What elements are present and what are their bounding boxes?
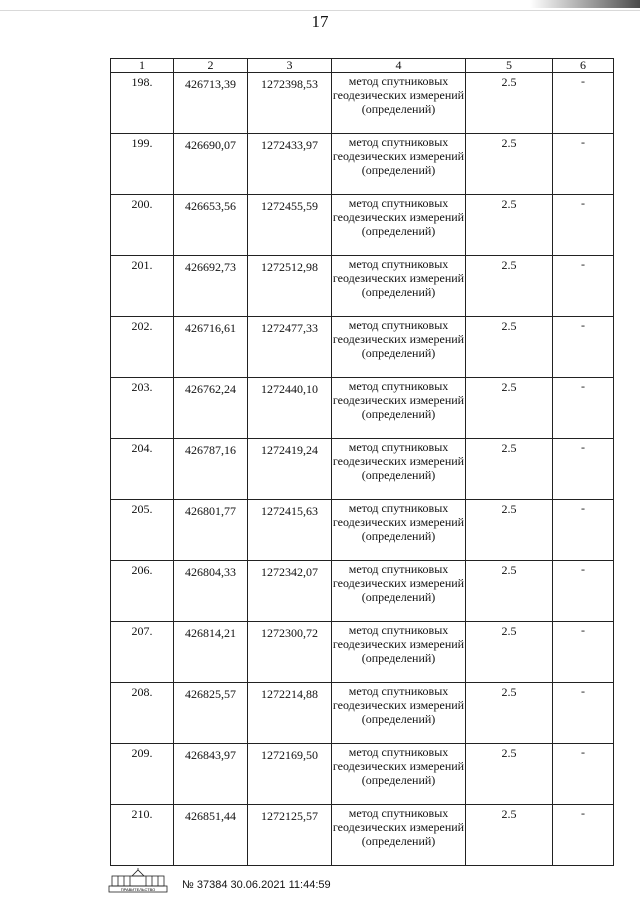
x-coordinate-cell: 426843,97 <box>174 744 248 805</box>
description-cell: - <box>553 500 614 561</box>
x-coordinate-cell: 426804,33 <box>174 561 248 622</box>
x-coordinate-cell: 426692,73 <box>174 256 248 317</box>
point-number-cell: 200. <box>111 195 174 256</box>
government-building-seal-icon <box>108 868 170 894</box>
scan-line <box>0 10 640 11</box>
method-cell: метод спутниковых геодезических измерений (определений) <box>332 744 466 805</box>
y-coordinate-cell: 1272512,98 <box>248 256 332 317</box>
scan-artifact <box>530 0 640 8</box>
table-row <box>111 134 614 195</box>
accuracy-cell: 2.5 <box>466 683 553 744</box>
table-row <box>111 622 614 683</box>
method-cell: метод спутниковых геодезических измерений (определений) <box>332 195 466 256</box>
y-coordinate-cell: 1272477,33 <box>248 317 332 378</box>
point-number-cell: 208. <box>111 683 174 744</box>
description-cell: - <box>553 134 614 195</box>
table-row <box>111 256 614 317</box>
method-cell: метод спутниковых геодезических измерений (определений) <box>332 500 466 561</box>
table-row <box>111 561 614 622</box>
description-cell: - <box>553 195 614 256</box>
table-row <box>111 317 614 378</box>
x-coordinate-cell: 426690,07 <box>174 134 248 195</box>
y-coordinate-cell: 1272415,63 <box>248 500 332 561</box>
table-row <box>111 378 614 439</box>
method-cell: метод спутниковых геодезических измерений (определений) <box>332 683 466 744</box>
point-number-cell: 202. <box>111 317 174 378</box>
point-number-cell: 199. <box>111 134 174 195</box>
x-coordinate-cell: 426814,21 <box>174 622 248 683</box>
description-cell: - <box>553 683 614 744</box>
description-cell: - <box>553 744 614 805</box>
footer <box>108 866 331 894</box>
table-row <box>111 195 614 256</box>
point-number-cell: 201. <box>111 256 174 317</box>
table-row <box>111 500 614 561</box>
point-number-cell: 204. <box>111 439 174 500</box>
x-coordinate-cell: 426787,16 <box>174 439 248 500</box>
x-coordinate-cell: 426851,44 <box>174 805 248 866</box>
x-coordinate-cell: 426762,24 <box>174 378 248 439</box>
y-coordinate-cell: 1272398,53 <box>248 73 332 134</box>
accuracy-cell: 2.5 <box>466 622 553 683</box>
point-number-cell: 206. <box>111 561 174 622</box>
y-coordinate-cell: 1272300,72 <box>248 622 332 683</box>
point-number-cell: 203. <box>111 378 174 439</box>
accuracy-cell: 2.5 <box>466 500 553 561</box>
y-coordinate-cell: 1272419,24 <box>248 439 332 500</box>
description-cell: - <box>553 256 614 317</box>
x-coordinate-cell: 426825,57 <box>174 683 248 744</box>
y-coordinate-cell: 1272125,57 <box>248 805 332 866</box>
y-coordinate-cell: 1272169,50 <box>248 744 332 805</box>
method-cell: метод спутниковых геодезических измерений (определений) <box>332 134 466 195</box>
y-coordinate-cell: 1272342,07 <box>248 561 332 622</box>
coordinates-table <box>110 58 614 866</box>
x-coordinate-cell: 426716,61 <box>174 317 248 378</box>
point-number-cell: 210. <box>111 805 174 866</box>
method-cell: метод спутниковых геодезических измерений (определений) <box>332 73 466 134</box>
point-number-cell: 207. <box>111 622 174 683</box>
table-row <box>111 73 614 134</box>
method-cell: метод спутниковых геодезических измерений (определений) <box>332 561 466 622</box>
table-row <box>111 439 614 500</box>
header-cell: 2 <box>174 59 248 73</box>
accuracy-cell: 2.5 <box>466 561 553 622</box>
method-cell: метод спутниковых геодезических измерений (определений) <box>332 805 466 866</box>
table-row <box>111 805 614 866</box>
accuracy-cell: 2.5 <box>466 256 553 317</box>
accuracy-cell: 2.5 <box>466 195 553 256</box>
description-cell: - <box>553 622 614 683</box>
point-number-cell: 198. <box>111 73 174 134</box>
y-coordinate-cell: 1272214,88 <box>248 683 332 744</box>
y-coordinate-cell: 1272440,10 <box>248 378 332 439</box>
point-number-cell: 209. <box>111 744 174 805</box>
accuracy-cell: 2.5 <box>466 134 553 195</box>
header-cell: 1 <box>111 59 174 73</box>
page-number: 17 <box>311 12 329 31</box>
point-number-cell: 205. <box>111 500 174 561</box>
y-coordinate-cell: 1272433,97 <box>248 134 332 195</box>
method-cell: метод спутниковых геодезических измерений (определений) <box>332 378 466 439</box>
method-cell: метод спутниковых геодезических измерений (определений) <box>332 622 466 683</box>
header-cell: 4 <box>332 59 466 73</box>
method-cell: метод спутниковых геодезических измерений (определений) <box>332 317 466 378</box>
description-cell: - <box>553 439 614 500</box>
method-cell: метод спутниковых геодезических измерений (определений) <box>332 439 466 500</box>
header-cell: 3 <box>248 59 332 73</box>
header-cell: 6 <box>553 59 614 73</box>
table-header-row <box>111 59 614 73</box>
accuracy-cell: 2.5 <box>466 317 553 378</box>
method-cell: метод спутниковых геодезических измерений (определений) <box>332 256 466 317</box>
accuracy-cell: 2.5 <box>466 378 553 439</box>
accuracy-cell: 2.5 <box>466 805 553 866</box>
accuracy-cell: 2.5 <box>466 744 553 805</box>
x-coordinate-cell: 426801,77 <box>174 500 248 561</box>
accuracy-cell: 2.5 <box>466 73 553 134</box>
header-cell: 5 <box>466 59 553 73</box>
table-row <box>111 683 614 744</box>
description-cell: - <box>553 805 614 866</box>
description-cell: - <box>553 317 614 378</box>
description-cell: - <box>553 378 614 439</box>
x-coordinate-cell: 426713,39 <box>174 73 248 134</box>
registration-stamp: № 37384 30.06.2021 11:44:59 <box>182 879 331 891</box>
y-coordinate-cell: 1272455,59 <box>248 195 332 256</box>
description-cell: - <box>553 73 614 134</box>
x-coordinate-cell: 426653,56 <box>174 195 248 256</box>
seal-text: ПРАВИТЕЛЬСТВО <box>120 887 156 892</box>
description-cell: - <box>553 561 614 622</box>
table-row <box>111 744 614 805</box>
accuracy-cell: 2.5 <box>466 439 553 500</box>
